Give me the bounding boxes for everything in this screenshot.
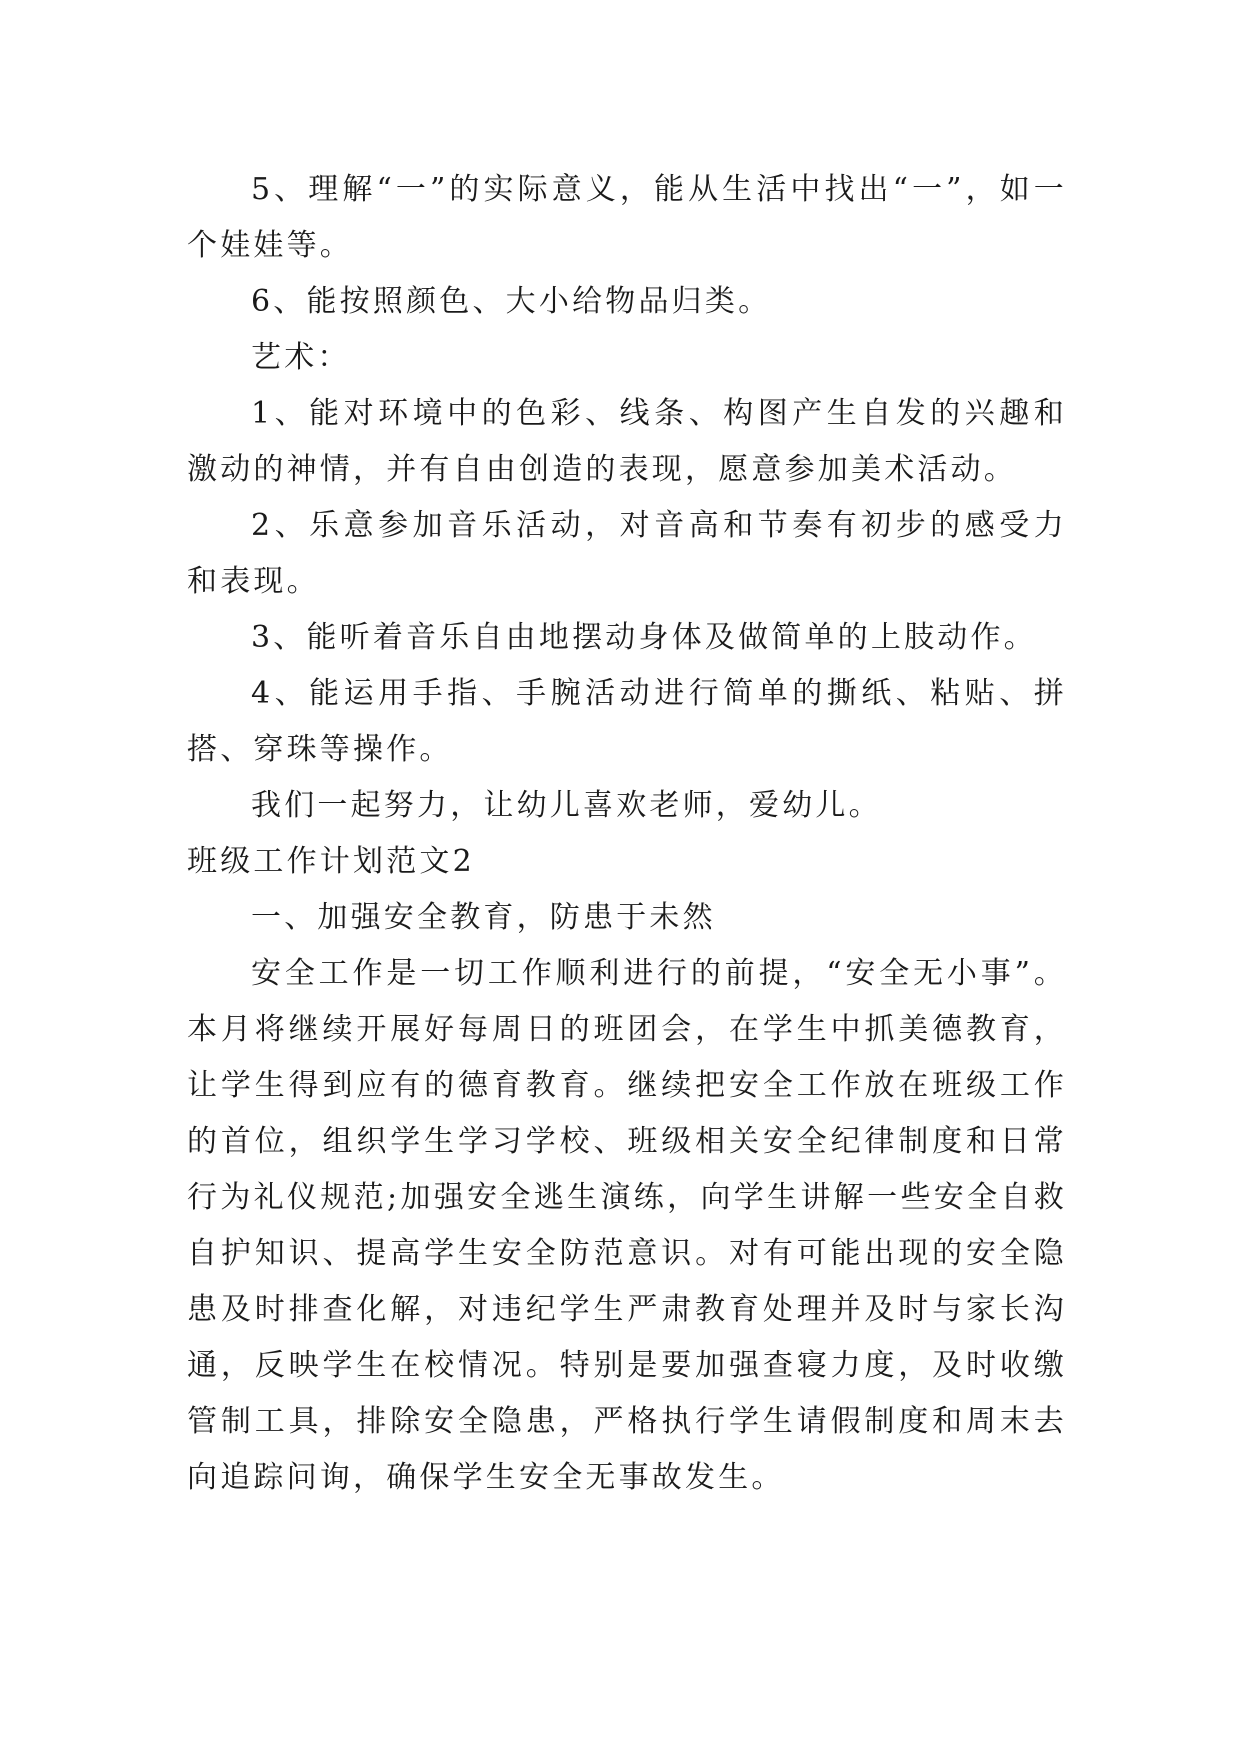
paragraph-art-2: 2、乐意参加音乐活动，对音高和节奏有初步的感受力和表现。	[187, 508, 1067, 599]
section-label-art: 艺术：	[251, 340, 351, 375]
document-body	[187, 162, 1067, 1506]
paragraph-art-3: 3、能听着音乐自由地摆动身体及做简单的上肢动作。	[251, 620, 1037, 655]
paragraph-closing: 我们一起努力，让幼儿喜欢老师，爱幼儿。	[251, 788, 882, 823]
paragraph-safety-body: 安全工作是一切工作顺利进行的前提，“安全无小事”。本月将继续开展好每周日的班团会，在学生中抓美德教育，让学生得到应有的德育教育。继续把安全工作放在班级工作的首位，组织学生学习学校、班级相关安全纪律制度和日常行为礼仪规范;加强安全逃生演练，向学生讲解一些安全自救自护知识、提高学生安全防范意识。对有可能出现的安全隐患及时排查化解，对违纪学生严肃教育处理并及时与家长沟通，反映学生在校情况。特别是要加强查寝力度，及时收缴管制工具，排除安全隐患，严格执行学生请假制度和周末去向追踪问询，确保学生安全无事故发生。	[187, 956, 1067, 1495]
paragraph-art-4: 4、能运用手指、手腕活动进行简单的撕纸、粘贴、拼搭、穿珠等操作。	[187, 676, 1067, 767]
paragraph-math-5: 5、理解“一”的实际意义，能从生活中找出“一”，如一个娃娃等。	[187, 172, 1067, 263]
paragraph-art-1: 1、能对环境中的色彩、线条、构图产生自发的兴趣和激动的神情，并有自由创造的表现，愿意参加美术活动。	[187, 396, 1067, 487]
section-heading: 班级工作计划范文2	[187, 844, 475, 879]
paragraph-math-6: 6、能按照颜色、大小给物品归类。	[251, 284, 772, 319]
subheading-safety: 一、加强安全教育，防患于未然	[251, 900, 716, 935]
